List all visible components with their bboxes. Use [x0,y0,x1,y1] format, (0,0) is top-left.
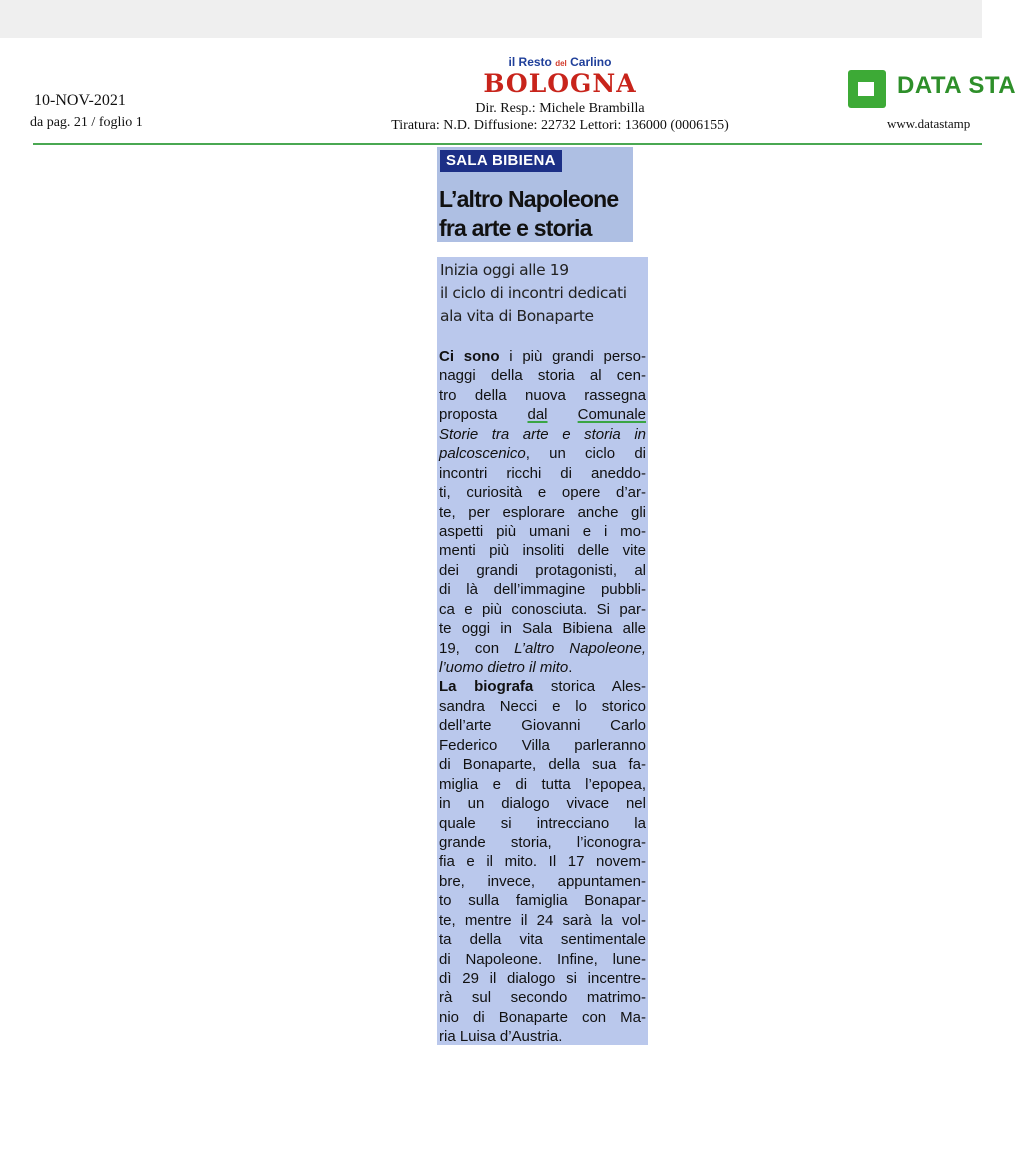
body-line: ta della vita sentimentale [439,931,646,949]
newspaper-masthead [440,56,680,97]
body-line: di Napoleone. Infine, lune- [439,950,646,968]
agency-url: www.datastamp [887,116,971,131]
body-line: Storie tra arte e storia in [439,425,646,443]
body-line: ca e più conosciuta. Si par- [439,600,646,618]
datastampa-logo-icon [848,70,886,108]
headline-block [437,147,633,242]
article-lead: Inizia oggi alle 19 il ciclo di incontri dedicati ala vita di Bonaparte [440,261,627,325]
body-line: l’uomo dietro il mito. [439,659,573,676]
body-line: bre, invece, appuntamen- [439,872,646,890]
body-line: Federico Villa parleranno [439,736,646,754]
body-line: aspetti più umani e i mo- [439,522,646,540]
body-line: in un dialogo vivace nel [439,795,646,813]
body-line: ria Luisa d’Austria. [439,1028,563,1046]
director-line: Dir. Resp.: Michele Brambilla [475,101,645,116]
body-line: 19, con L’altro Napoleone, [439,639,646,657]
body-line: palcoscenico, un ciclo di [439,445,646,463]
body-line: dell’arte Giovanni Carlo [439,717,646,735]
body-line: grande storia, l’iconogra- [439,833,646,851]
header-divider [33,143,982,145]
body-line: tro della nuova rassegna [439,386,646,404]
article-body [439,347,646,1047]
masthead-city: BOLOGNA [483,69,637,98]
body-line: te oggi in Sala Bibiena alle [439,620,646,638]
masthead-title: il Resto del Carlino [508,55,612,69]
body-line: rà sul secondo matrimo- [439,989,646,1007]
publication-info [350,100,770,134]
body-line: dì 29 il dialogo si incentre- [439,970,646,987]
body-line: ti, curiosità e opere d’ar- [439,484,646,502]
body-line: quale si intrecciano la [439,814,646,832]
section-kicker: SALA BIBIENA [440,150,562,172]
body-line: to sulla famiglia Bonapar- [439,892,646,910]
body-line: menti più insoliti delle vite [439,542,646,560]
body-line: te, per esplorare anche gli [439,503,646,521]
body-line: La biografa storica Ales- [439,678,646,696]
body-line: fia e il mito. Il 17 novem- [439,853,646,871]
body-line: dei grandi protagonisti, al [439,561,646,579]
clipping-date: 10-NOV-2021 [34,92,126,109]
article-column [437,257,648,1045]
body-line: di Bonaparte, della sua fa- [439,756,646,774]
body-line: proposta dal Comunale [439,406,646,424]
body-line: te, mentre il 24 sarà la vol- [439,911,646,929]
body-line: Ci sono i più grandi perso- [439,348,647,365]
circulation-line: Tiratura: N.D. Diffusione: 22732 Lettori: 136000 (0006155) [391,118,729,133]
viewer-top-bar [0,0,982,38]
body-line: di là dell’immagine pubbli- [439,581,646,599]
body-line: miglia e di tutta l’epopea, [439,775,646,793]
agency-name: DATA STA [897,72,1016,99]
body-line: nio di Bonaparte con Ma- [439,1008,646,1026]
article-title: L’altro Napoleone fra arte e storia [439,186,619,241]
body-line: naggi della storia al cen- [439,367,646,385]
body-line: sandra Necci e lo storico [439,697,646,715]
clipping-page-info: da pag. 21 / foglio 1 [30,115,143,130]
body-line: incontri ricchi di aneddo- [439,464,646,482]
